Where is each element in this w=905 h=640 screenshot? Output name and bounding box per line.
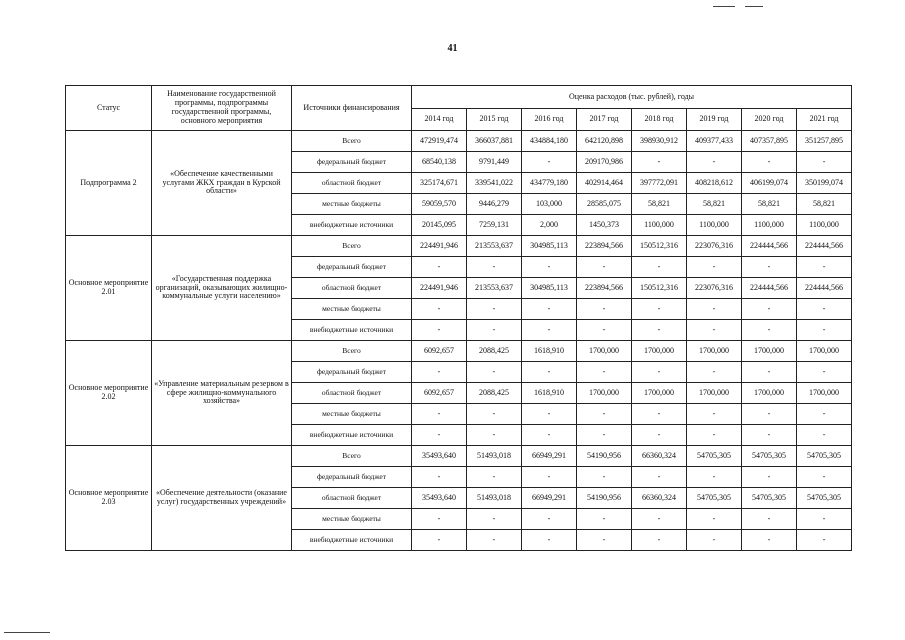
value-cell: 2,000	[522, 215, 577, 236]
value-cell: -	[522, 509, 577, 530]
value-cell: 304985,113	[522, 278, 577, 299]
value-cell: 66360,324	[632, 446, 687, 467]
value-cell: 213553,637	[467, 278, 522, 299]
value-cell: 1700,000	[687, 341, 742, 362]
source-cell: федеральный бюджет	[292, 467, 412, 488]
value-cell: 66949,291	[522, 488, 577, 509]
value-cell: 1700,000	[687, 383, 742, 404]
value-cell: -	[797, 425, 852, 446]
value-cell: -	[522, 404, 577, 425]
value-cell: 224444,566	[797, 236, 852, 257]
value-cell: -	[742, 509, 797, 530]
program-name-cell: «Обеспечение деятельности (оказание услуг) государственных учреждений»	[152, 446, 292, 551]
value-cell: -	[632, 152, 687, 173]
value-cell: 58,821	[687, 194, 742, 215]
value-cell: -	[687, 425, 742, 446]
value-cell: -	[797, 509, 852, 530]
table-body	[66, 131, 852, 551]
year-header: 2014 год	[412, 109, 467, 131]
year-header: 2017 год	[577, 109, 632, 131]
value-cell: -	[412, 257, 467, 278]
value-cell: 1700,000	[742, 383, 797, 404]
value-cell: 1700,000	[797, 383, 852, 404]
source-cell: областной бюджет	[292, 488, 412, 509]
value-cell: 20145,095	[412, 215, 467, 236]
bottom-left-rule	[4, 632, 50, 633]
table-row	[66, 341, 852, 362]
source-cell: внебюджетные источники	[292, 320, 412, 341]
value-cell: 54705,305	[687, 488, 742, 509]
value-cell: -	[522, 320, 577, 341]
program-name-cell: «Государственная поддержка организаций, оказывающих жилищно-коммунальные услуги населению»	[152, 236, 292, 341]
value-cell: 213553,637	[467, 236, 522, 257]
value-cell: -	[412, 362, 467, 383]
value-cell: 35493,640	[412, 488, 467, 509]
value-cell: 9446,279	[467, 194, 522, 215]
value-cell: 6092,657	[412, 341, 467, 362]
value-cell: 1700,000	[797, 341, 852, 362]
status-cell: Основное мероприятие 2.02	[66, 341, 152, 446]
value-cell: -	[467, 257, 522, 278]
value-cell: -	[522, 467, 577, 488]
header-row-1	[66, 86, 852, 109]
value-cell: 54705,305	[687, 446, 742, 467]
value-cell: 224444,566	[742, 278, 797, 299]
value-cell: -	[632, 404, 687, 425]
value-cell: 51493,018	[467, 488, 522, 509]
value-cell: -	[797, 467, 852, 488]
value-cell: 54190,956	[577, 488, 632, 509]
value-cell: 325174,671	[412, 173, 467, 194]
value-cell: 51493,018	[467, 446, 522, 467]
value-cell: 339541,022	[467, 173, 522, 194]
year-header: 2016 год	[522, 109, 577, 131]
source-cell: федеральный бюджет	[292, 362, 412, 383]
value-cell: 304985,113	[522, 236, 577, 257]
value-cell: 54705,305	[797, 488, 852, 509]
value-cell: -	[632, 299, 687, 320]
value-cell: -	[742, 152, 797, 173]
value-cell: 407357,895	[742, 131, 797, 152]
source-cell: местные бюджеты	[292, 404, 412, 425]
value-cell: -	[467, 467, 522, 488]
value-cell: -	[742, 362, 797, 383]
source-cell: областной бюджет	[292, 173, 412, 194]
source-cell: местные бюджеты	[292, 509, 412, 530]
value-cell: -	[522, 530, 577, 551]
value-cell: -	[742, 467, 797, 488]
value-cell: -	[632, 362, 687, 383]
value-cell: 209170,986	[577, 152, 632, 173]
value-cell: 223894,566	[577, 236, 632, 257]
value-cell: 406199,074	[742, 173, 797, 194]
year-header: 2020 год	[742, 109, 797, 131]
value-cell: -	[467, 425, 522, 446]
value-cell: -	[797, 404, 852, 425]
source-cell: Всего	[292, 236, 412, 257]
value-cell: 351257,895	[797, 131, 852, 152]
value-cell: -	[467, 530, 522, 551]
source-cell: внебюджетные источники	[292, 530, 412, 551]
value-cell: -	[522, 362, 577, 383]
value-cell: -	[632, 320, 687, 341]
value-cell: 58,821	[742, 194, 797, 215]
value-cell: 1100,000	[632, 215, 687, 236]
value-cell: -	[577, 257, 632, 278]
value-cell: -	[577, 362, 632, 383]
value-cell: -	[742, 320, 797, 341]
year-header: 2019 год	[687, 109, 742, 131]
value-cell: 1450,373	[577, 215, 632, 236]
value-cell: 150512,316	[632, 278, 687, 299]
source-cell: Всего	[292, 131, 412, 152]
value-cell: -	[687, 257, 742, 278]
value-cell: -	[412, 404, 467, 425]
value-cell: 397772,091	[632, 173, 687, 194]
value-cell: -	[632, 530, 687, 551]
value-cell: 7259,131	[467, 215, 522, 236]
source-cell: федеральный бюджет	[292, 152, 412, 173]
status-cell: Основное мероприятие 2.03	[66, 446, 152, 551]
value-cell: -	[522, 257, 577, 278]
value-cell: 223894,566	[577, 278, 632, 299]
table-row	[66, 131, 852, 152]
value-cell: -	[632, 257, 687, 278]
program-name-cell: «Обеспечение качественными услугами ЖКХ граждан в Курской области»	[152, 131, 292, 236]
value-cell: 409377,433	[687, 131, 742, 152]
value-cell: -	[687, 320, 742, 341]
value-cell: 1700,000	[742, 341, 797, 362]
value-cell: 398930,912	[632, 131, 687, 152]
source-cell: областной бюджет	[292, 383, 412, 404]
status-cell: Подпрограмма 2	[66, 131, 152, 236]
value-cell: 224491,946	[412, 236, 467, 257]
source-cell: внебюджетные источники	[292, 215, 412, 236]
value-cell: -	[467, 362, 522, 383]
value-cell: 224444,566	[742, 236, 797, 257]
value-cell: 1618,910	[522, 341, 577, 362]
value-cell: -	[412, 467, 467, 488]
value-cell: -	[412, 425, 467, 446]
value-cell: -	[577, 404, 632, 425]
value-cell: 68540,138	[412, 152, 467, 173]
source-cell: местные бюджеты	[292, 299, 412, 320]
value-cell: 6092,657	[412, 383, 467, 404]
value-cell: -	[522, 152, 577, 173]
value-cell: 54705,305	[742, 488, 797, 509]
value-cell: -	[797, 320, 852, 341]
value-cell: 366037,881	[467, 131, 522, 152]
value-cell: 1100,000	[797, 215, 852, 236]
value-cell: 224444,566	[797, 278, 852, 299]
value-cell: 1100,000	[687, 215, 742, 236]
value-cell: 2088,425	[467, 341, 522, 362]
value-cell: -	[687, 509, 742, 530]
value-cell: -	[467, 320, 522, 341]
value-cell: 1700,000	[577, 383, 632, 404]
value-cell: -	[412, 299, 467, 320]
value-cell: 9791,449	[467, 152, 522, 173]
value-cell: 223076,316	[687, 278, 742, 299]
year-header: 2015 год	[467, 109, 522, 131]
value-cell: 224491,946	[412, 278, 467, 299]
status-header: Статус	[66, 86, 152, 131]
value-cell: 66949,291	[522, 446, 577, 467]
value-cell: -	[742, 530, 797, 551]
value-cell: -	[412, 530, 467, 551]
table-row	[66, 446, 852, 467]
value-cell: -	[522, 299, 577, 320]
source-cell: Всего	[292, 446, 412, 467]
source-cell: местные бюджеты	[292, 194, 412, 215]
value-cell: 66360,324	[632, 488, 687, 509]
value-cell: -	[577, 425, 632, 446]
value-cell: -	[687, 467, 742, 488]
top-right-rule-2	[745, 6, 763, 7]
value-cell: -	[467, 299, 522, 320]
sources-header: Источники финансирования	[292, 86, 412, 131]
value-cell: 1700,000	[632, 341, 687, 362]
program-name-cell: «Управление материальным резервом в сфере жилищно-коммунального хозяйства»	[152, 341, 292, 446]
value-cell: -	[687, 152, 742, 173]
value-cell: 54705,305	[797, 446, 852, 467]
value-cell: -	[412, 320, 467, 341]
value-cell: -	[577, 509, 632, 530]
value-cell: 54190,956	[577, 446, 632, 467]
value-cell: 472919,474	[412, 131, 467, 152]
value-cell: -	[797, 152, 852, 173]
value-cell: 408218,612	[687, 173, 742, 194]
value-cell: -	[577, 299, 632, 320]
value-cell: 350199,074	[797, 173, 852, 194]
value-cell: 1100,000	[742, 215, 797, 236]
source-cell: федеральный бюджет	[292, 257, 412, 278]
value-cell: -	[632, 467, 687, 488]
value-cell: 434779,180	[522, 173, 577, 194]
value-cell: -	[742, 425, 797, 446]
source-cell: областной бюджет	[292, 278, 412, 299]
value-cell: 28585,075	[577, 194, 632, 215]
value-cell: -	[742, 257, 797, 278]
value-cell: -	[797, 362, 852, 383]
financing-table	[65, 85, 852, 551]
value-cell: -	[522, 425, 577, 446]
value-cell: -	[797, 257, 852, 278]
value-cell: 642120,898	[577, 131, 632, 152]
value-cell: -	[577, 320, 632, 341]
top-right-rule-1	[713, 6, 735, 7]
estimate-header: Оценка расходов (тыс. рублей), годы	[412, 86, 852, 109]
value-cell: -	[742, 299, 797, 320]
value-cell: 402914,464	[577, 173, 632, 194]
value-cell: -	[467, 509, 522, 530]
value-cell: -	[412, 509, 467, 530]
year-header: 2021 год	[797, 109, 852, 131]
value-cell: -	[797, 530, 852, 551]
table-row	[66, 236, 852, 257]
source-cell: Всего	[292, 341, 412, 362]
value-cell: 2088,425	[467, 383, 522, 404]
value-cell: 223076,316	[687, 236, 742, 257]
page-number: 41	[447, 43, 458, 54]
value-cell: -	[687, 530, 742, 551]
value-cell: -	[467, 404, 522, 425]
value-cell: 1700,000	[577, 341, 632, 362]
status-cell: Основное мероприятие 2.01	[66, 236, 152, 341]
name-header: Наименование государственной программы, подпрограммы государственной программы, основного мероприятия	[152, 86, 292, 131]
value-cell: 150512,316	[632, 236, 687, 257]
value-cell: -	[687, 362, 742, 383]
value-cell: -	[577, 530, 632, 551]
value-cell: -	[742, 404, 797, 425]
year-header: 2018 год	[632, 109, 687, 131]
value-cell: 1700,000	[632, 383, 687, 404]
value-cell: -	[577, 467, 632, 488]
value-cell: 59059,570	[412, 194, 467, 215]
value-cell: -	[632, 425, 687, 446]
value-cell: -	[687, 404, 742, 425]
value-cell: 58,821	[632, 194, 687, 215]
value-cell: -	[632, 509, 687, 530]
value-cell: -	[797, 299, 852, 320]
value-cell: 1618,910	[522, 383, 577, 404]
value-cell: 54705,305	[742, 446, 797, 467]
value-cell: 35493,640	[412, 446, 467, 467]
value-cell: -	[687, 299, 742, 320]
source-cell: внебюджетные источники	[292, 425, 412, 446]
value-cell: 103,000	[522, 194, 577, 215]
value-cell: 58,821	[797, 194, 852, 215]
value-cell: 434884,180	[522, 131, 577, 152]
